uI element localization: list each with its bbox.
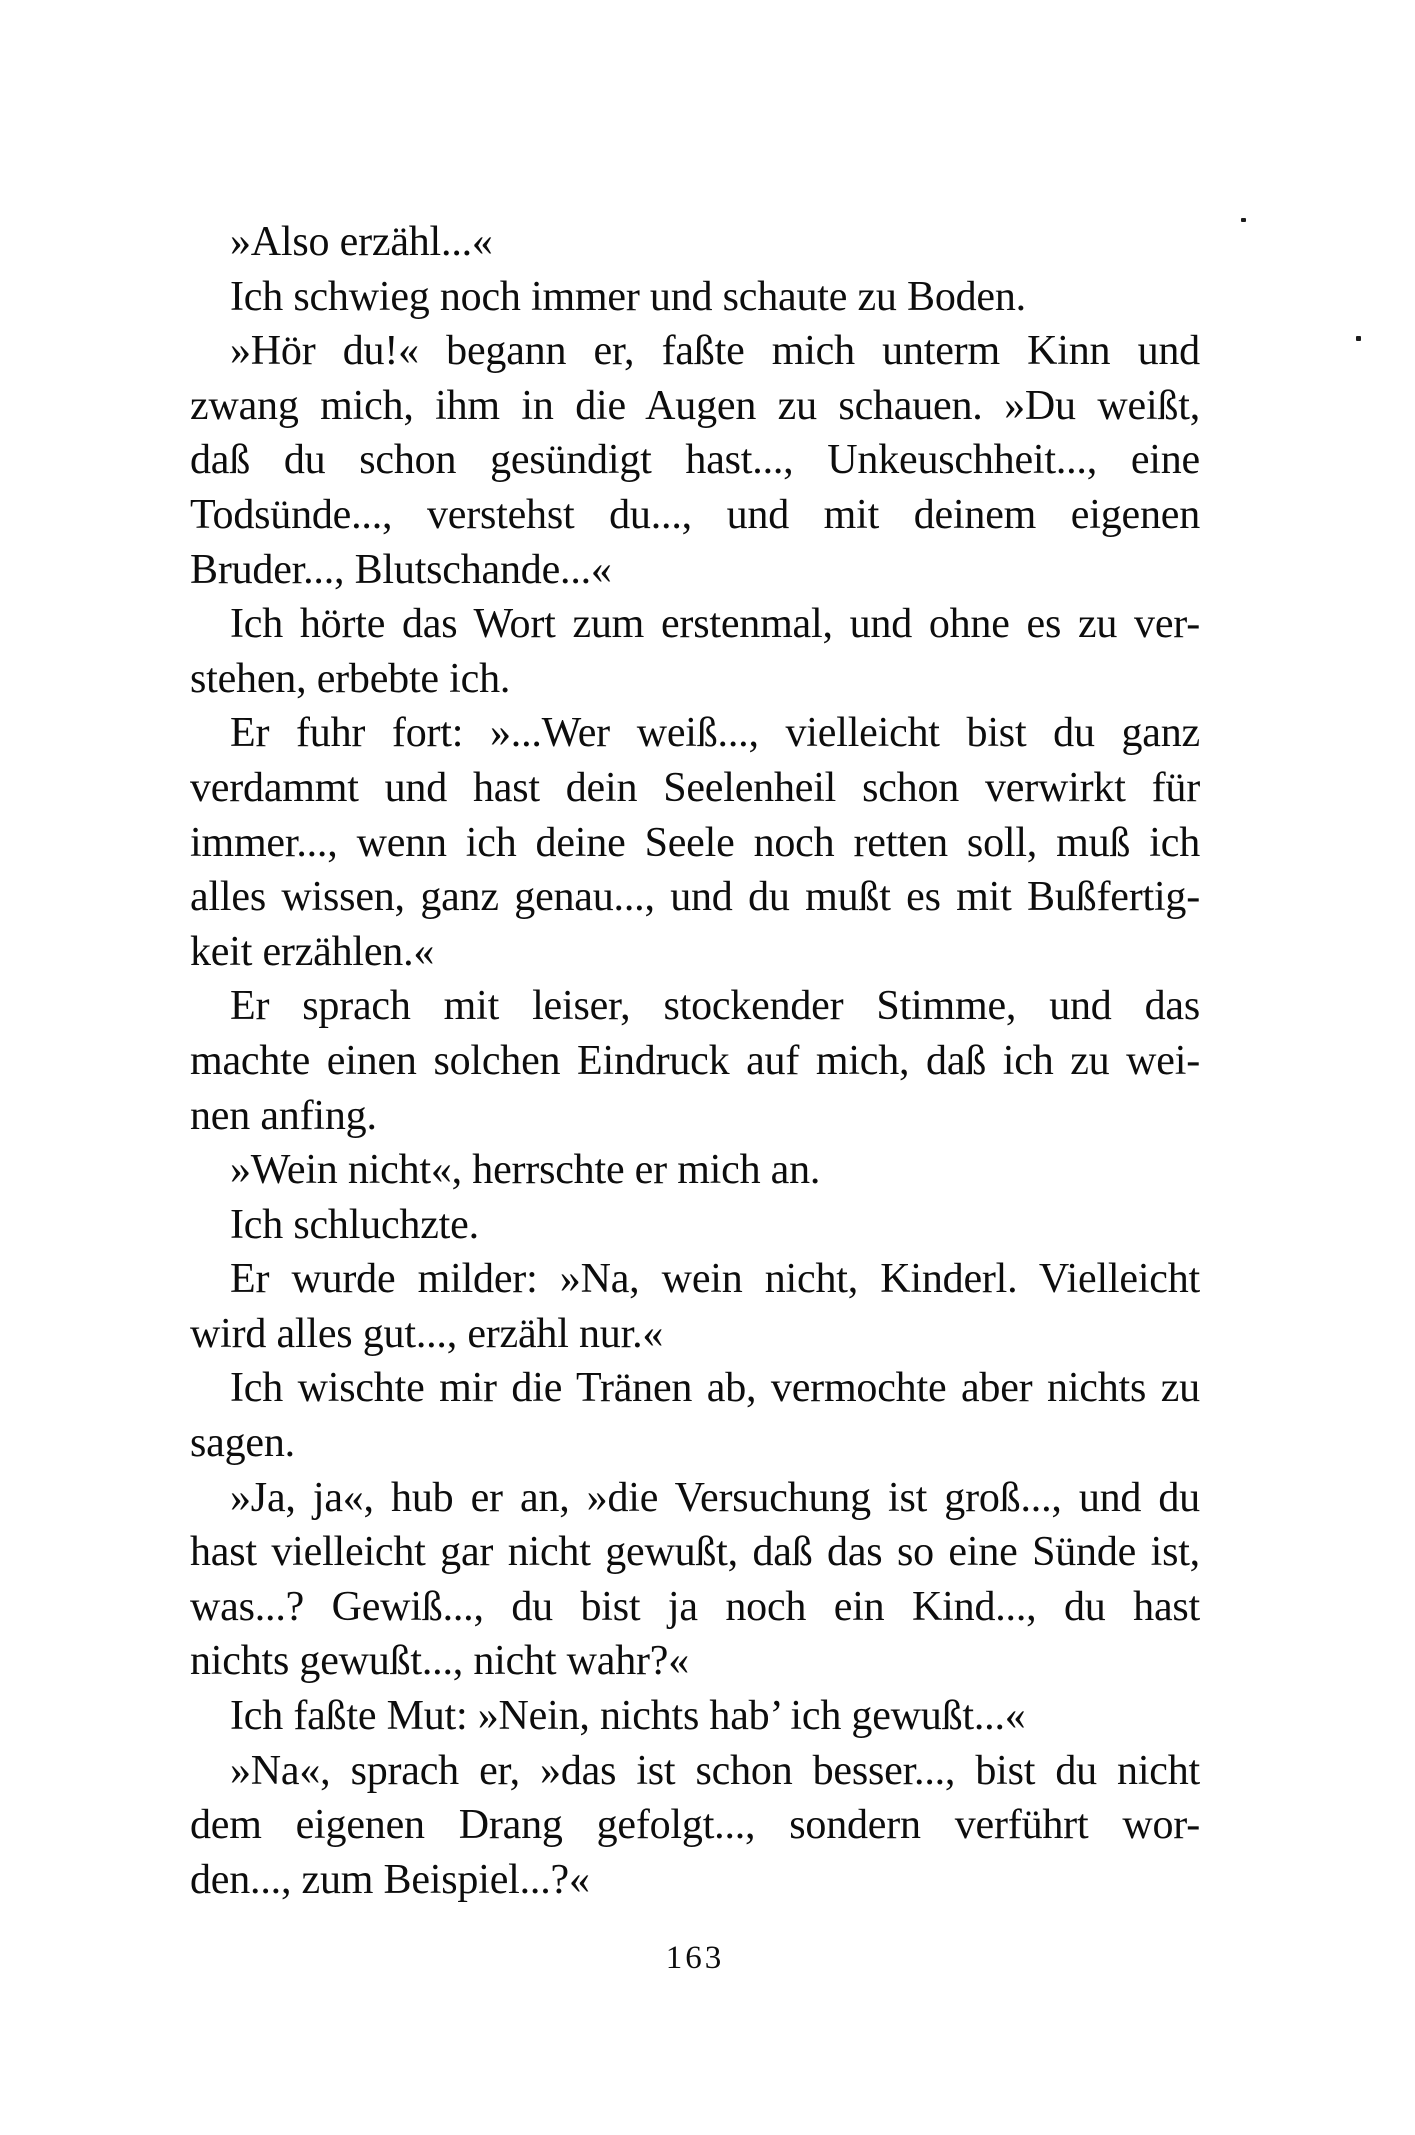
text-line: zwang mich, ihm in die Augen zu schauen. »Du weißt, <box>190 382 1200 429</box>
text-line: »Na«, sprach er, »das ist schon besser..., bist du nicht <box>230 1747 1200 1794</box>
text-line: was...? Gewiß..., du bist ja noch ein Kind..., du hast <box>190 1583 1200 1630</box>
text-line: dem eigenen Drang gefolgt..., sondern verführt wor- <box>190 1802 1200 1849</box>
text-line: wird alles gut..., erzähl nur.« <box>190 1310 664 1357</box>
text-line: Ich schwieg noch immer und schaute zu Boden. <box>230 273 1026 320</box>
text-line: hast vielleicht gar nicht gewußt, daß das so eine Sünde ist, <box>190 1529 1200 1576</box>
text-line: den..., zum Beispiel...?« <box>190 1856 590 1903</box>
text-line: Er fuhr fort: »...Wer weiß..., vielleicht bist du ganz <box>230 710 1200 757</box>
text-line: Ich schluchzte. <box>230 1201 479 1248</box>
text-line: Ich wischte mir die Tränen ab, vermochte aber nichts zu <box>230 1365 1200 1412</box>
text-line: »Also erzähl...« <box>230 219 493 265</box>
text-line: stehen, erbebte ich. <box>190 655 511 702</box>
text-line: keit erzählen.« <box>190 928 435 975</box>
text-line: Ich faßte Mut: »Nein, nichts hab’ ich gewußt...« <box>230 1693 1026 1740</box>
text-line: alles wissen, ganz genau..., und du mußt es mit Bußfertig- <box>190 874 1200 921</box>
text-line: nichts gewußt..., nicht wahr?« <box>190 1638 690 1685</box>
text-line: daß du schon gesündigt hast..., Unkeuschheit..., eine <box>190 437 1200 484</box>
text-line: Er wurde milder: »Na, wein nicht, Kinderl. Vielleicht <box>230 1256 1200 1303</box>
scan-speck <box>1356 336 1361 341</box>
text-line: machte einen solchen Eindruck auf mich, daß ich zu wei- <box>190 1037 1200 1084</box>
text-line: Bruder..., Blutschande...« <box>190 546 612 593</box>
text-line: sagen. <box>190 1420 295 1467</box>
text-line: Ich hörte das Wort zum erstenmal, und ohne es zu ver- <box>230 601 1200 648</box>
body-text <box>190 215 1200 1907</box>
text-line: immer..., wenn ich deine Seele noch retten soll, muß ich <box>190 819 1200 866</box>
scan-speck <box>1241 218 1246 222</box>
text-line: »Ja, ja«, hub er an, »die Versuchung ist groß..., und du <box>230 1474 1200 1521</box>
text-line: »Hör du!« begann er, faßte mich unterm Kinn und <box>230 328 1200 375</box>
text-line: »Wein nicht«, herrschte er mich an. <box>230 1147 821 1194</box>
page-number: 163 <box>665 1940 725 1976</box>
text-line: Todsünde..., verstehst du..., und mit deinem eigenen <box>190 491 1200 538</box>
text-line: verdammt und hast dein Seelenheil schon verwirkt für <box>190 764 1200 811</box>
text-line: nen anfing. <box>190 1092 377 1139</box>
text-line: Er sprach mit leiser, stockender Stimme, und das <box>230 983 1200 1030</box>
